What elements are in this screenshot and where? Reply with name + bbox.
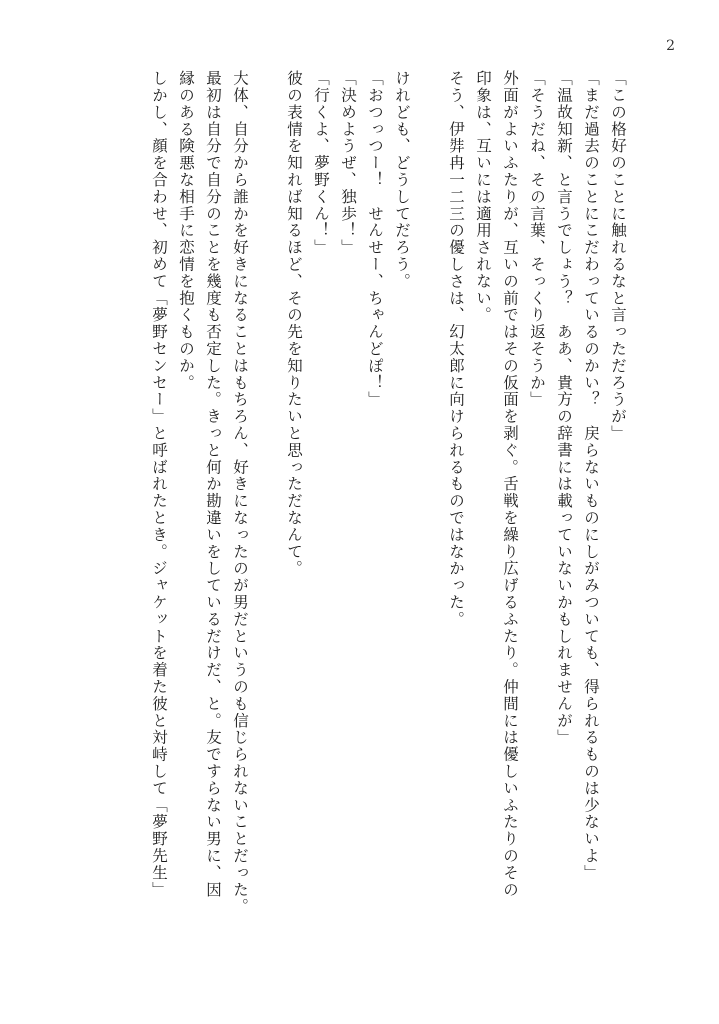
text-line: 「まだ過去のことにこだわっているのかい？ 戻らないものにしがみついても、得られるものは少ないよ」 [582, 70, 600, 882]
text-line: けれども、どうしてだろう。 [393, 70, 411, 290]
text-line: そう、伊弉冉一二三の優しさは、幻太郎に向けられるものではなかった。 [447, 70, 465, 628]
paragraph-gap [253, 70, 280, 970]
text-line: 外面がよいふたりが、互いの前ではその仮面を剥ぐ。舌戦を繰り広げるふたり。仲間には優しいふたりのその [501, 70, 519, 899]
page-number: 2 [666, 38, 675, 54]
text-line: 「おつっつー！ せんせー、ちゃんどぽ！」 [366, 70, 384, 408]
text-line: 「温故知新、と言うでしょう？ ああ、貴方の辞書には載っていないかもしれませんが」 [555, 70, 573, 746]
text-line: 縁のある険悪な相手に恋情を抱くものか。 [177, 70, 195, 392]
text-line: 「決めようぜ、独歩！」 [339, 70, 357, 256]
text-line: 「行くよ、夢野くん！」 [312, 70, 330, 256]
text-line: 「この格好のことに触れるなと言っただろうが」 [609, 70, 627, 442]
novel-text [71, 70, 631, 970]
text-line: 大体、自分から誰かを好きになることはもちろん、好きになったのが男だというのも信じられないことだった。 [231, 70, 249, 915]
text-line: 最初は自分で自分のことを幾度も否定した。きっと何か勘違いをしているだけだ、と。友ですらない男に、因 [204, 70, 222, 899]
text-line: 印象は、互いには適用されない。 [474, 70, 492, 324]
text-line: 彼の表情を知れば知るほど、その先を知りたいと思っただなんて。 [285, 70, 303, 577]
paragraph-gap [415, 70, 442, 970]
text-line: しかし、顔を合わせ、初めて「夢野センセー」と呼ばれたとき。ジャケットを着た彼と対峙して「夢野先生」 [150, 70, 168, 899]
text-line: 「そうだね、その言葉、そっくり返そうか」 [528, 70, 546, 408]
